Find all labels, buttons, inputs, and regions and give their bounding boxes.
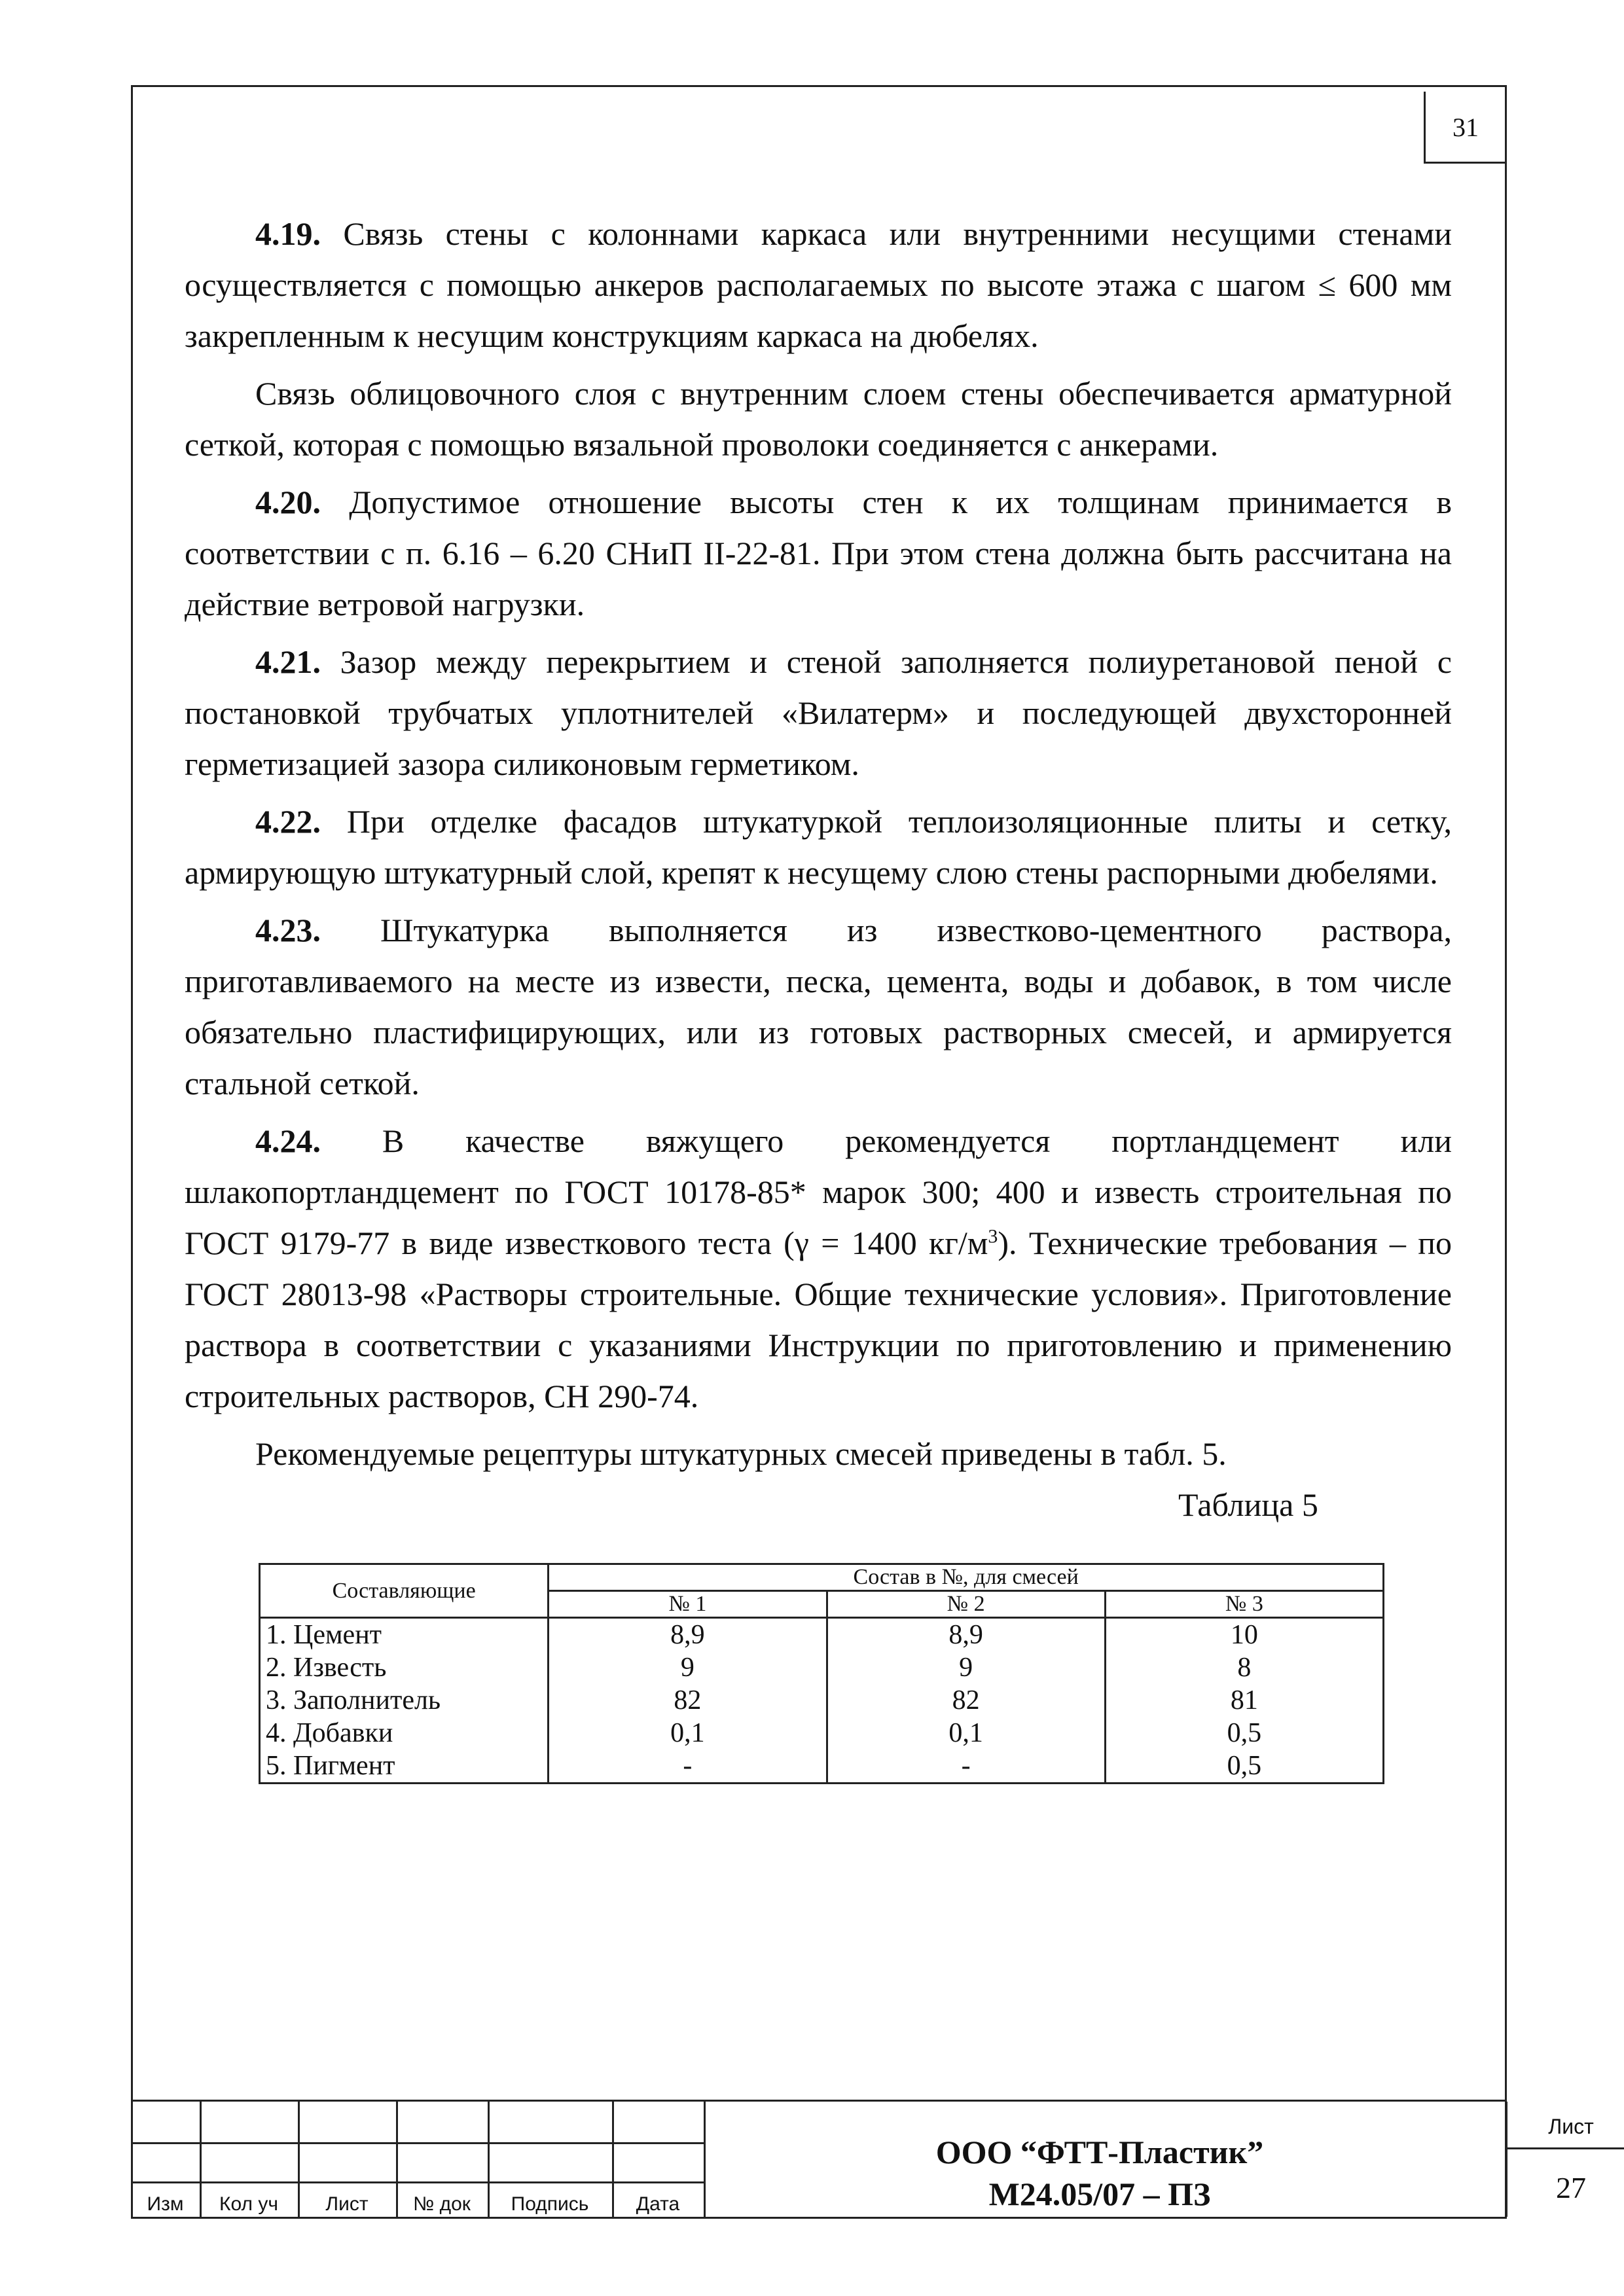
paragraph-recommend bbox=[185, 1428, 1452, 1479]
cell-mix-2: - bbox=[827, 1749, 1105, 1784]
clause-number: 4.20. bbox=[255, 484, 321, 520]
paragraph-text: При отделке фасадов штукатуркой теплоизоляционные плиты и сетку, армирующую штукатурный слой, крепят к несущему слою стены распорными дюбелями. bbox=[185, 803, 1452, 891]
cell-mix-1: 0,1 bbox=[549, 1717, 827, 1749]
superscript: 3 bbox=[988, 1225, 998, 1247]
table-row bbox=[260, 1618, 1384, 1652]
stamp-label-signature: Подпись bbox=[511, 2193, 589, 2215]
cell-mix-2: 9 bbox=[827, 1651, 1105, 1684]
organization-block bbox=[704, 2131, 1496, 2215]
clause-number: 4.19. bbox=[255, 215, 321, 252]
paragraph-text: Связь облицовочного слоя с внутренним слоем стены обеспечивается арматурной сеткой, которая с помощью вязальной проволоки соединяется с анкерами. bbox=[185, 375, 1452, 463]
stamp-label-izm: Изм bbox=[147, 2193, 184, 2215]
cell-mix-1: 8,9 bbox=[549, 1618, 827, 1652]
paragraph-anchor-link bbox=[185, 368, 1452, 470]
row-name: 1. Цемент bbox=[260, 1618, 549, 1652]
paragraph-4-24 bbox=[185, 1115, 1452, 1422]
cell-mix-3: 0,5 bbox=[1105, 1749, 1383, 1784]
sheet-label: Лист bbox=[1548, 2115, 1594, 2138]
organization-name: ООО “ФТТ-Пластик” bbox=[935, 2134, 1264, 2170]
clause-number: 4.21. bbox=[255, 643, 321, 680]
table-row bbox=[260, 1717, 1384, 1749]
header-components: Составляющие bbox=[260, 1564, 549, 1618]
header-mix-1: № 1 bbox=[549, 1591, 827, 1618]
clause-number: 4.23. bbox=[255, 912, 321, 948]
page-number-top: 31 bbox=[1424, 92, 1506, 164]
table-row bbox=[260, 1684, 1384, 1717]
stamp-row-line bbox=[131, 2142, 704, 2144]
stamp-label-doc-number: № док bbox=[413, 2193, 471, 2215]
paragraph-text: Штукатурка выполняется из известково-цементного раствора, приготавливаемого на месте из извести, песка, цемента, воды и добавок, в том числе обязательно пластифицирующих, или из готовых растворных смесей, и армируется стальной сеткой. bbox=[185, 912, 1452, 1102]
table-row bbox=[260, 1749, 1384, 1784]
cell-mix-3: 8 bbox=[1105, 1651, 1383, 1684]
paragraph-text: Связь стены с колоннами каркаса или внутренними несущими стенами осуществляется с помощью анкеров располагаемых по высоте этажа с шагом ≤ 600 мм закрепленным к несущим конструкциям каркаса на дюбелях. bbox=[185, 215, 1452, 354]
cell-mix-3: 81 bbox=[1105, 1684, 1383, 1717]
cell-mix-3: 0,5 bbox=[1105, 1717, 1383, 1749]
cell-mix-1: 82 bbox=[549, 1684, 827, 1717]
header-mix-3: № 3 bbox=[1105, 1591, 1383, 1618]
paragraph-text: В качестве вяжущего рекомендуется портландцемент или шлакопортландцемент по ГОСТ 10178-85* марок 300; 400 и известь строительная по ГОСТ 9179-77 в виде известкового теста (γ = 1400 кг/м bbox=[185, 1122, 1452, 1261]
cell-mix-2: 82 bbox=[827, 1684, 1105, 1717]
document-body bbox=[185, 208, 1452, 1479]
row-name: 3. Заполнитель bbox=[260, 1684, 549, 1717]
recipe-table bbox=[259, 1563, 1384, 1784]
row-name: 2. Известь bbox=[260, 1651, 549, 1684]
header-mix-2: № 2 bbox=[827, 1591, 1105, 1618]
paragraph-text: ). Технические требования – по ГОСТ 28013-98 «Растворы строительные. Общие технические условия». Приготовление раствора в соответствии с указаниями Инструкции по приготовлению и применению строительных растворов, СН 290-74. bbox=[185, 1225, 1452, 1414]
paragraph-4-21 bbox=[185, 636, 1452, 789]
stamp-label-list: Лист bbox=[325, 2193, 369, 2215]
paragraph-4-20 bbox=[185, 476, 1452, 630]
table-caption: Таблица 5 bbox=[1178, 1486, 1318, 1523]
clause-number: 4.24. bbox=[255, 1122, 321, 1159]
paragraph-text: Допустимое отношение высоты стен к их толщинам принимается в соответствии с п. 6.16 – 6.20 СНиП II-22-81. При этом стена должна быть рассчитана на действие ветровой нагрузки. bbox=[185, 484, 1452, 622]
stamp-row-line bbox=[1506, 2147, 1624, 2149]
cell-mix-1: - bbox=[549, 1749, 827, 1784]
title-block bbox=[131, 2100, 1594, 2219]
paragraph-4-19 bbox=[185, 208, 1452, 361]
cell-mix-1: 9 bbox=[549, 1651, 827, 1684]
cell-mix-3: 10 bbox=[1105, 1618, 1383, 1652]
cell-mix-2: 0,1 bbox=[827, 1717, 1105, 1749]
header-composition-group: Состав в №, для смесей bbox=[549, 1564, 1384, 1591]
paragraph-4-23 bbox=[185, 905, 1452, 1109]
stamp-label-kol-uch: Кол уч bbox=[219, 2193, 278, 2215]
table-row bbox=[260, 1651, 1384, 1684]
paragraph-text: Рекомендуемые рецептуры штукатурных смесей приведены в табл. 5. bbox=[255, 1435, 1227, 1472]
cell-mix-2: 8,9 bbox=[827, 1618, 1105, 1652]
clause-number: 4.22. bbox=[255, 803, 321, 840]
paragraph-4-22 bbox=[185, 796, 1452, 898]
sheet-number: 27 bbox=[1556, 2171, 1586, 2204]
row-name: 4. Добавки bbox=[260, 1717, 549, 1749]
row-name: 5. Пигмент bbox=[260, 1749, 549, 1784]
document-code: М24.05/07 – ПЗ bbox=[988, 2176, 1211, 2212]
stamp-label-date: Дата bbox=[636, 2193, 680, 2215]
paragraph-text: Зазор между перекрытием и стеной заполняется полиуретановой пеной с постановкой трубчатых уплотнителей «Вилатерм» и последующей двухсторонней герметизацией зазора силиконовым герметиком. bbox=[185, 643, 1452, 782]
stamp-row-line bbox=[131, 2181, 704, 2183]
